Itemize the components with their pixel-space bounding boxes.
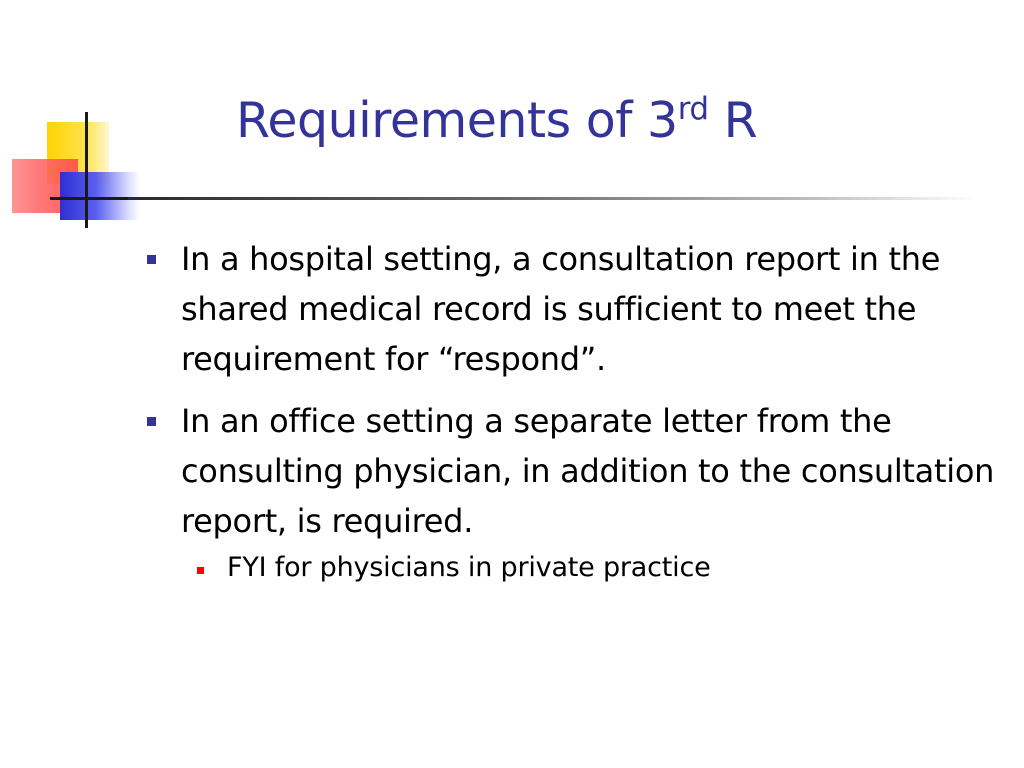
bullet-item	[143, 396, 1003, 546]
bullet-text: In a hospital setting, a consultation report in the shared medical record is sufficient to meet the requirement for “respond”.	[181, 240, 941, 378]
small-square-bullet-icon	[197, 567, 204, 574]
bullet-text: In an office setting a separate letter from the consulting physician, in addition to the consultation report, is required.	[181, 402, 995, 540]
slide-body	[143, 234, 1003, 588]
title-superscript: rd	[677, 91, 709, 127]
slide-title	[236, 92, 757, 149]
sub-bullet-item	[181, 548, 1003, 588]
sub-bullet-text: FYI for physicians in private practice	[227, 552, 711, 583]
decorative-squares-logo	[0, 0, 160, 240]
bullet-item	[143, 234, 1003, 384]
title-underline	[128, 197, 978, 200]
blue-square	[60, 172, 140, 220]
square-bullet-icon	[147, 417, 156, 426]
logo-vertical-line	[85, 112, 88, 228]
title-prefix: Requirements of 3	[236, 92, 678, 149]
square-bullet-icon	[147, 255, 156, 264]
title-suffix: R	[708, 92, 758, 149]
logo-horizontal-line	[50, 197, 130, 200]
